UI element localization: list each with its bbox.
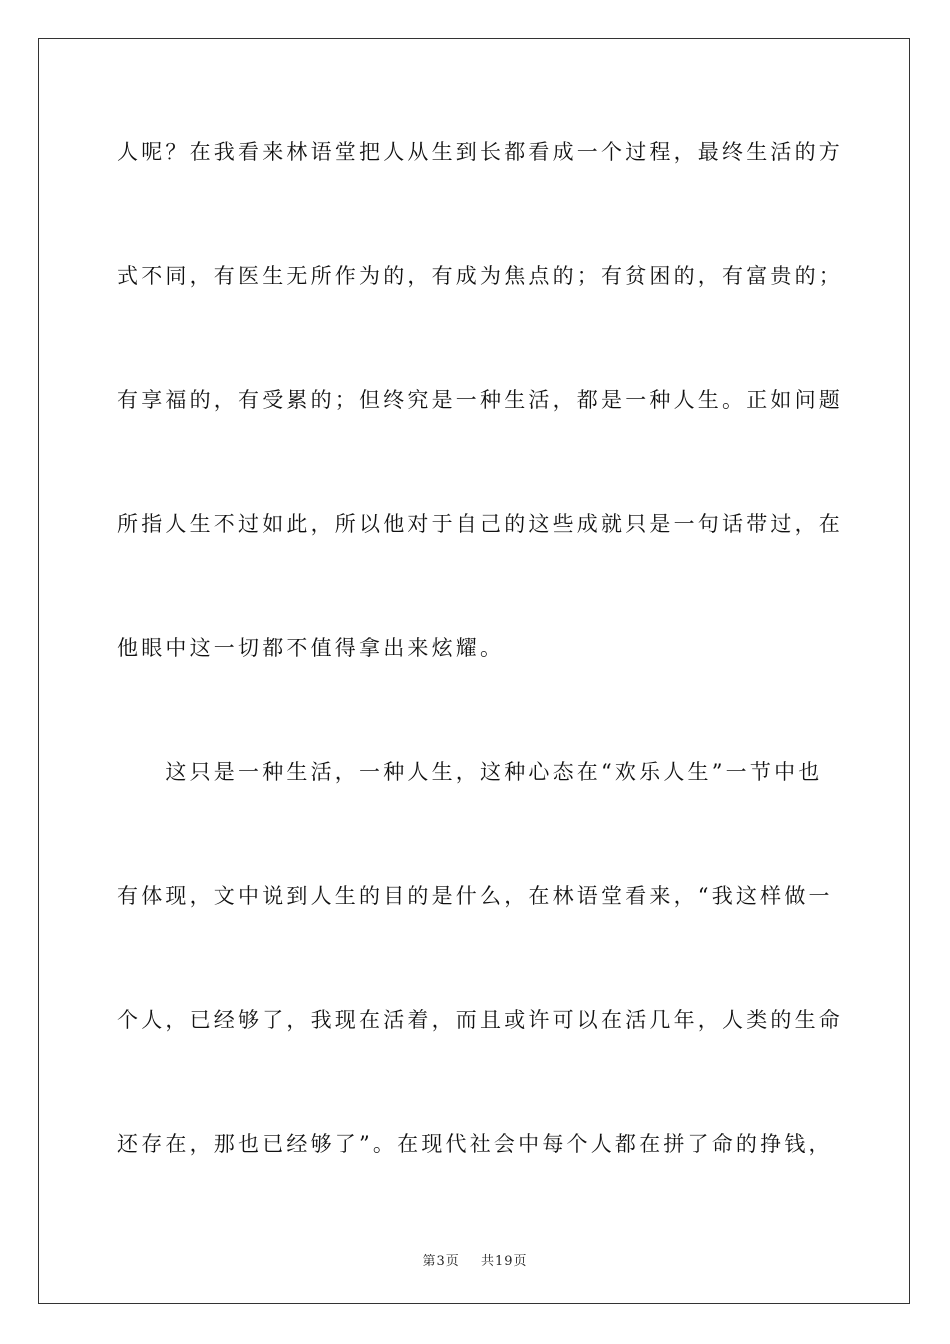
page-footer: [0, 1250, 950, 1269]
text-line: 式不同，有医生无所作为的，有成为焦点的；有贫困的，有富贵的；: [117, 264, 843, 288]
text-line: 有体现，文中说到人生的目的是什么，在林语堂看来，“我这样做一: [117, 884, 833, 908]
text-line: 他眼中这一切都不值得拿出来炫耀。: [117, 636, 505, 660]
text-line: 所指人生不过如此，所以他对于自己的这些成就只是一句话带过，在: [117, 512, 843, 536]
document-body: [117, 128, 843, 1244]
text-line: 有享福的，有受累的；但终究是一种生活，都是一种人生。正如问题: [117, 388, 843, 412]
page-total: 共19页: [480, 1254, 528, 1269]
text-line: 这只是一种生活，一种人生，这种心态在“欢乐人生”一节中也: [117, 760, 823, 784]
text-line: 人呢？在我看来林语堂把人从生到长都看成一个过程，最终生活的方: [117, 140, 843, 164]
text-line: 还存在，那也已经够了”。在现代社会中每个人都在拼了命的挣钱，: [117, 1132, 833, 1156]
page-number: 第3页: [422, 1254, 460, 1269]
text-line: 个人，已经够了，我现在活着，而且或许可以在活几年，人类的生命: [117, 1008, 843, 1032]
